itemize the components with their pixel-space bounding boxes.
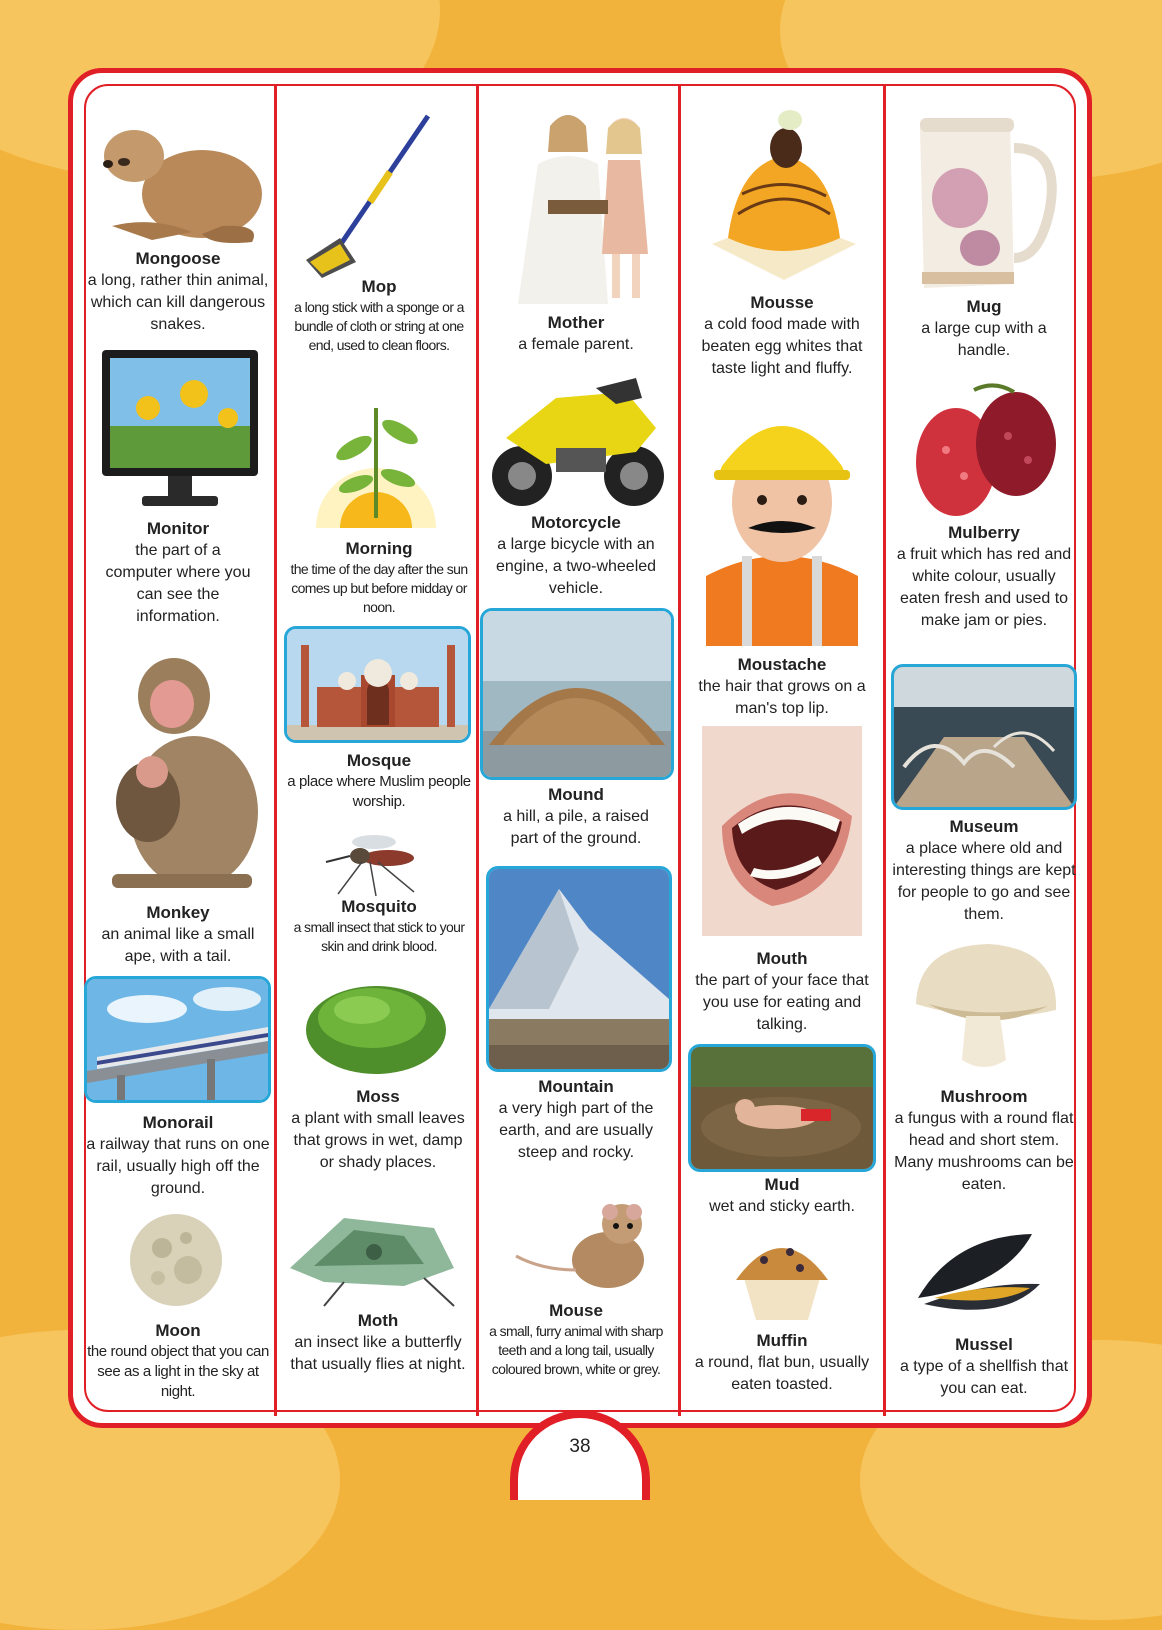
word-title: Mud	[764, 1175, 800, 1194]
word-definition: a long, rather thin animal, which can kill dangerous snakes.	[87, 272, 269, 333]
word-definition: the hair that grows on a man's top lip.	[698, 678, 866, 717]
entry-monorail	[86, 1112, 270, 1200]
word-definition: an animal like a small ape, with a tail.	[101, 926, 255, 965]
entry-mouse	[484, 1300, 668, 1379]
column-divider	[274, 84, 277, 1416]
word-definition: the part of your face that you use for eating and talking.	[695, 972, 869, 1033]
entry-mulberry	[894, 522, 1074, 632]
column-divider	[476, 84, 479, 1416]
mosque-image	[284, 626, 471, 743]
word-definition: a female parent.	[518, 336, 634, 353]
word-definition: a small, furry animal with sharp teeth and a long tail, usually coloured brown, white or grey.	[489, 1323, 663, 1377]
museum-image	[891, 664, 1077, 810]
mug-image	[910, 108, 1066, 296]
word-definition: a round, flat bun, usually eaten toasted.	[694, 1354, 870, 1393]
word-definition: a place where Muslim people worship.	[287, 773, 471, 810]
entry-mosquito	[282, 896, 476, 956]
word-title: Mosquito	[341, 897, 417, 916]
entry-moustache	[682, 654, 882, 720]
entry-morning	[282, 538, 476, 617]
word-definition: the time of the day after the sun comes up but before midday or noon.	[290, 561, 468, 615]
word-title: Mushroom	[940, 1087, 1028, 1106]
entry-mother	[488, 312, 664, 356]
entry-mussel	[894, 1334, 1074, 1400]
mother-image	[508, 104, 660, 310]
word-title: Mouth	[756, 949, 808, 968]
word-definition: a railway that runs on one rail, usually high off the ground.	[86, 1136, 270, 1197]
mousse-image	[698, 104, 870, 292]
page-number: 38	[518, 1418, 642, 1500]
entry-motorcycle	[488, 512, 664, 600]
entry-mongoose	[86, 248, 270, 336]
motorcycle-image	[486, 368, 666, 514]
entry-mop	[282, 276, 476, 355]
morning-image	[296, 388, 456, 530]
mountain-image	[486, 866, 672, 1072]
entry-monkey	[86, 902, 270, 968]
muffin-image	[730, 1228, 834, 1322]
moss-image	[302, 970, 450, 1074]
word-title: Monkey	[146, 903, 210, 922]
word-definition: a place where old and interesting things are kept for people to go and see them.	[892, 840, 1076, 923]
mongoose-image	[92, 106, 268, 248]
entry-moss	[286, 1086, 470, 1174]
word-definition: a fungus with a round flat head and short stem. Many mushrooms can be eaten.	[894, 1110, 1074, 1193]
moth-image	[284, 1208, 464, 1308]
entry-mud	[686, 1174, 878, 1218]
word-title: Moth	[357, 1311, 399, 1330]
word-title: Mug	[966, 297, 1002, 316]
word-definition: the round object that you can see as a light in the sky at night.	[87, 1343, 269, 1400]
mosquito-image	[318, 826, 430, 898]
mushroom-image	[908, 940, 1062, 1076]
entry-moth	[286, 1310, 470, 1376]
mouse-image	[512, 1198, 660, 1296]
word-definition: a small insect that stick to your skin and drink blood.	[293, 919, 465, 954]
word-definition: the part of a computer where you can see the information.	[105, 542, 251, 625]
word-definition: a large bicycle with an engine, a two-wheeled vehicle.	[495, 536, 657, 597]
word-title: Mulberry	[948, 523, 1020, 542]
mulberry-image	[904, 380, 1066, 520]
word-title: Mussel	[955, 1335, 1013, 1354]
word-definition: a hill, a pile, a raised part of the ground.	[503, 808, 649, 847]
entry-mountain	[488, 1076, 664, 1164]
word-title: Mound	[548, 785, 604, 804]
entry-mouth	[686, 948, 878, 1036]
column-divider	[678, 84, 681, 1416]
mud-image	[688, 1044, 876, 1172]
entry-moon	[86, 1320, 270, 1402]
monitor-image	[98, 346, 262, 516]
entry-mosque	[282, 750, 476, 812]
entry-monitor	[100, 518, 256, 628]
word-title: Muffin	[756, 1331, 808, 1350]
column-divider	[883, 84, 886, 1416]
monorail-image	[84, 976, 271, 1103]
word-definition: a plant with small leaves that grows in wet, damp or shady places.	[291, 1110, 465, 1171]
entry-mound	[488, 784, 664, 850]
word-definition: a large cup with a handle.	[921, 320, 1047, 359]
word-definition: a very high part of the earth, and are usually steep and rocky.	[498, 1100, 654, 1161]
word-definition: a type of a shellfish that you can eat.	[899, 1358, 1069, 1397]
word-title: Mongoose	[135, 249, 221, 268]
word-title: Moustache	[737, 655, 827, 674]
word-title: Moss	[356, 1087, 400, 1106]
entry-mousse	[686, 292, 878, 380]
mouth-image	[702, 726, 862, 936]
word-title: Mouse	[549, 1301, 603, 1320]
word-definition: a long stick with a sponge or a bundle of cloth or string at one end, used to clean floors.	[294, 299, 464, 353]
mop-image	[300, 110, 440, 280]
word-definition: a fruit which has red and white colour, usually eaten fresh and used to make jam or pies.	[896, 546, 1072, 629]
word-definition: wet and sticky earth.	[709, 1198, 855, 1215]
word-title: Moon	[155, 1321, 201, 1340]
entry-mug	[896, 296, 1072, 362]
word-title: Mother	[547, 313, 605, 332]
entry-mushroom	[894, 1086, 1074, 1196]
word-title: Monitor	[146, 519, 210, 538]
mound-image	[480, 608, 674, 780]
word-title: Mountain	[538, 1077, 614, 1096]
entry-muffin	[686, 1330, 878, 1396]
word-title: Museum	[949, 817, 1019, 836]
mussel-image	[914, 1226, 1046, 1326]
word-title: Morning	[345, 539, 413, 558]
word-definition: a cold food made with beaten egg whites that taste light and fluffy.	[701, 316, 863, 377]
word-title: Mop	[361, 277, 397, 296]
word-title: Mosque	[346, 751, 412, 770]
moon-image	[128, 1212, 224, 1308]
word-title: Motorcycle	[531, 513, 621, 532]
word-title: Monorail	[142, 1113, 214, 1132]
word-definition: an insect like a butterfly that usually flies at night.	[290, 1334, 466, 1373]
monkey-image	[102, 652, 264, 892]
word-title: Mousse	[750, 293, 814, 312]
entry-museum	[890, 816, 1078, 926]
moustache-image	[686, 396, 878, 646]
